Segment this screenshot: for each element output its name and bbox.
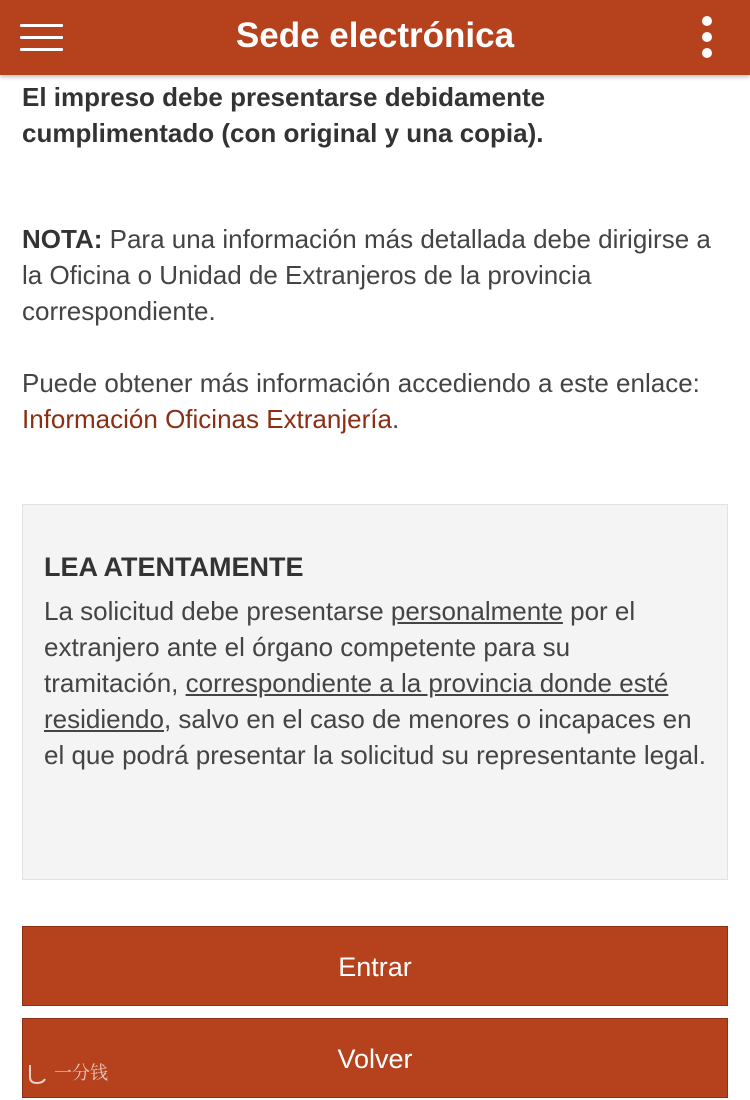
notice-title: LEA ATENTAMENTE <box>44 552 304 582</box>
notice-text-1: La solicitud debe presentarse <box>44 596 391 626</box>
watermark-icon <box>26 1063 48 1085</box>
app-header <box>0 0 750 75</box>
vertical-dots-icon[interactable] <box>696 14 720 62</box>
notice-underlined-province: correspondiente a la provincia donde esté residiendo <box>44 668 669 734</box>
notice-body <box>44 593 706 773</box>
app-title: Sede electrónica <box>235 16 515 55</box>
watermark <box>26 1058 126 1088</box>
enter-button[interactable]: Entrar <box>22 926 728 1006</box>
more-info-paragraph <box>22 365 732 437</box>
watermark-text: 一分钱 <box>54 1063 108 1083</box>
note-text: Para una información más detallada debe dirigirse a la Oficina o Unidad de Extranjeros de la provincia correspondiente. <box>22 224 711 326</box>
note-label: NOTA: <box>22 224 103 254</box>
notice-text-3: , salvo en el caso de menores o incapaces en el que podrá presentar la solicitud su representante legal. <box>44 704 706 770</box>
offices-info-link[interactable]: Información Oficinas Extranjería <box>22 404 392 434</box>
more-info-text: Puede obtener más información accediendo a este enlace: <box>22 368 700 398</box>
notice-text-2: por el extranjero ante el órgano competente para su tramitación, <box>44 596 636 698</box>
more-info-end: . <box>391 404 400 434</box>
notice-underlined-personally: personalmente <box>390 596 563 626</box>
note-paragraph <box>22 221 732 329</box>
notice-box <box>22 504 728 880</box>
back-button[interactable]: Volver <box>22 1018 728 1098</box>
intro-text: El impreso debe presentarse debidamente cumplimentado (con original y una copia). <box>22 82 546 148</box>
main-content <box>22 78 732 437</box>
